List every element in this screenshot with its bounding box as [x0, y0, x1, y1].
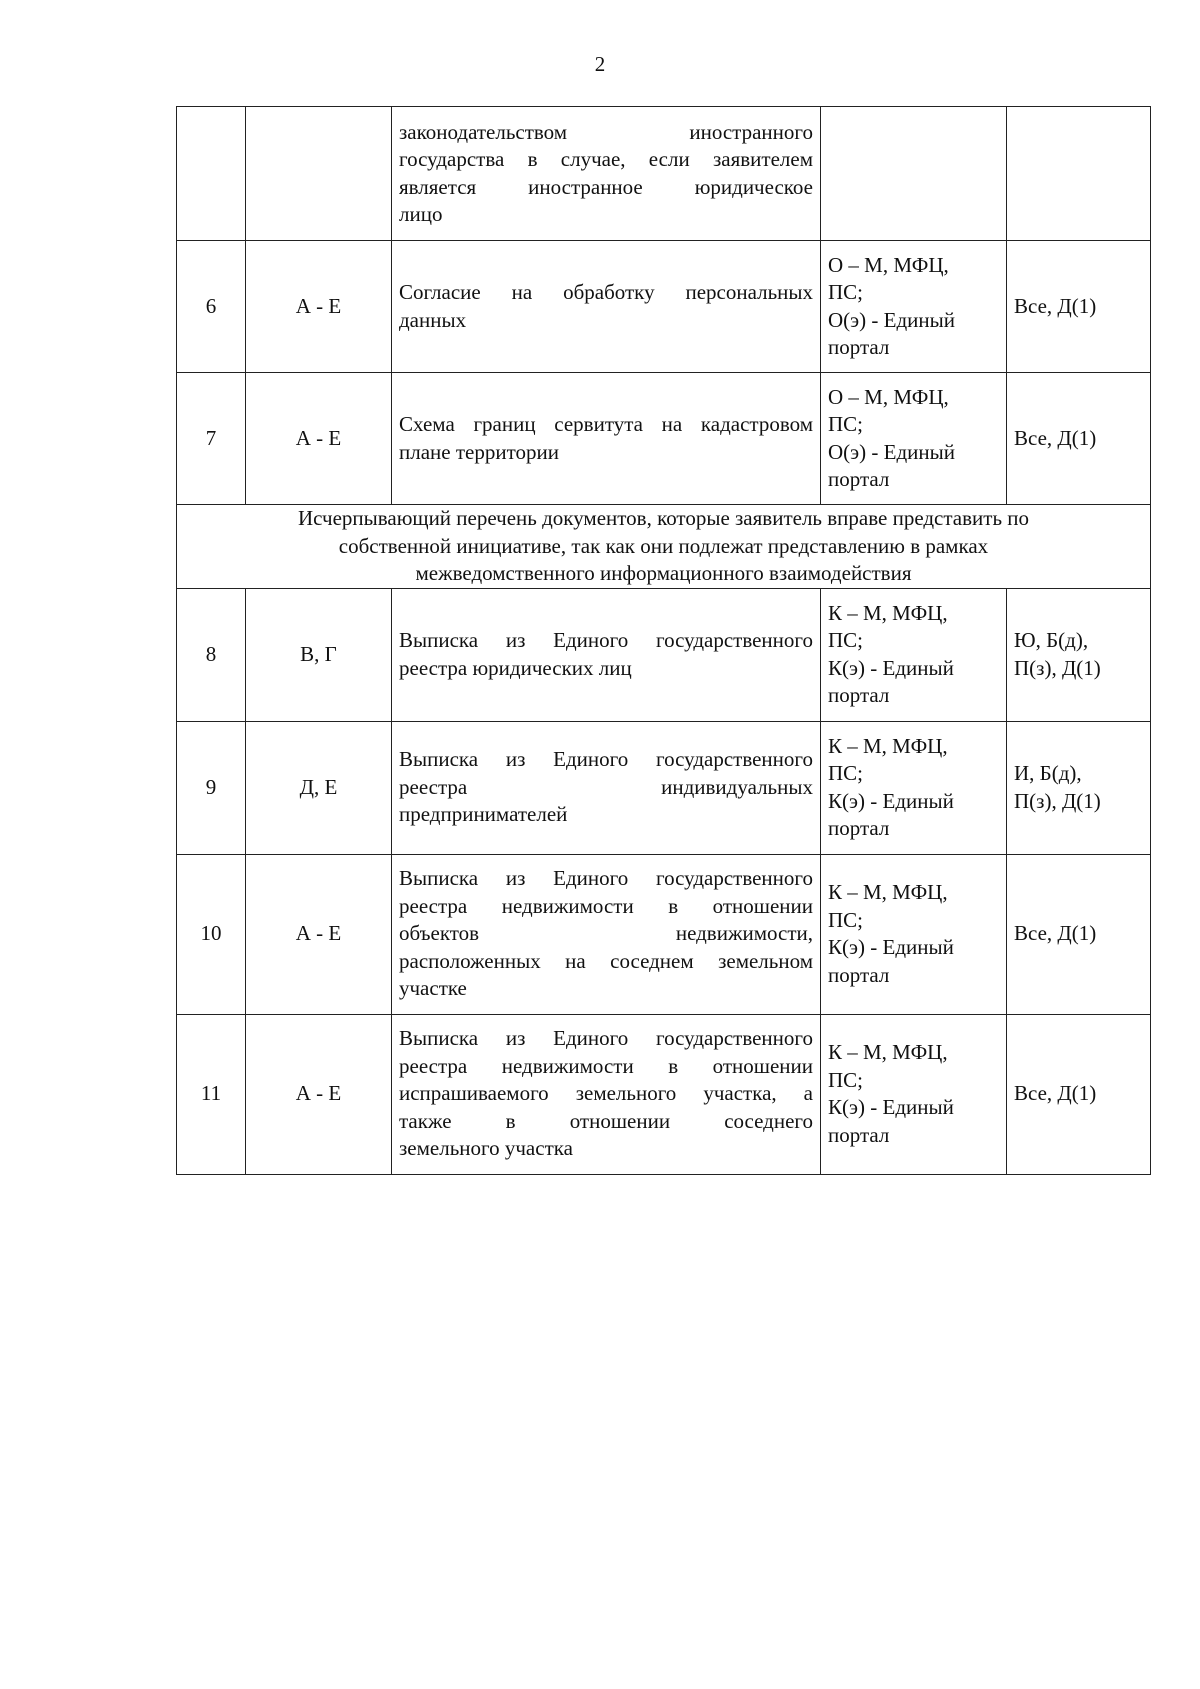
document-name-line: является иностранное юридическое — [399, 174, 813, 199]
applicability-cell — [1007, 107, 1151, 241]
submission-form-line: портал — [828, 683, 890, 707]
document-name-line: плане территории — [399, 439, 559, 464]
document-name-cell — [392, 854, 821, 1014]
document-name-line: Выписка из Единого государственного — [399, 628, 813, 652]
document-name-line: объектов недвижимости, — [399, 921, 813, 946]
table-row — [177, 241, 1151, 373]
document-name-cell — [392, 373, 821, 505]
applicability-line: Все, Д(1) — [1014, 425, 1097, 450]
document-name-line: также в отношении соседнего — [399, 1108, 813, 1133]
submission-form-cell — [821, 854, 1007, 1014]
submission-form-line: ПС; — [828, 280, 864, 304]
document-name-line: Согласие на обработку персональных — [399, 280, 813, 304]
section-header-line: Исчерпывающий перечень документов, которые заявитель вправе представить по — [297, 506, 1030, 530]
document-name-line: Выписка из Единого государственного — [399, 866, 813, 891]
submission-form-line: ПС; — [828, 628, 864, 652]
document-name-line: предпринимателей — [399, 802, 568, 827]
submission-form-line: К – М, МФЦ, — [828, 1040, 948, 1064]
submission-form-line: О(э) - Единый — [828, 307, 955, 332]
applicability-line: Все, Д(1) — [1014, 1081, 1097, 1106]
document-name-cell — [392, 241, 821, 373]
submission-form-cell — [821, 241, 1007, 373]
row-number-cell: 10 — [177, 854, 246, 1014]
applicant-category-cell: В, Г — [246, 588, 392, 721]
document-name-cell — [392, 1014, 821, 1174]
applicability-cell — [1007, 1014, 1151, 1174]
submission-form-line: ПС; — [828, 1067, 864, 1092]
table-body-bottom — [177, 588, 1151, 1174]
document-name-line: Выписка из Единого государственного — [399, 1026, 813, 1051]
submission-form-line: портал — [828, 962, 890, 987]
submission-form-line: портал — [828, 816, 890, 840]
applicant-category-cell: Д, Е — [246, 721, 392, 854]
document-name-line: данных — [399, 307, 467, 332]
submission-form-line: К(э) - Единый — [828, 788, 954, 813]
applicability-line: Все, Д(1) — [1014, 921, 1097, 946]
section-header-line: межведомственного информационного взаимодействия — [415, 561, 912, 585]
table-row — [177, 721, 1151, 854]
submission-form-line: О – М, МФЦ, — [828, 252, 949, 277]
document-name-line: реестра недвижимости в отношении — [399, 1053, 813, 1078]
document-name-line: участке — [399, 976, 467, 1001]
table-row — [177, 373, 1151, 505]
document-name-line: земельного участка — [399, 1136, 573, 1161]
document-name-cell — [392, 721, 821, 854]
applicant-category-cell: А - Е — [246, 241, 392, 373]
document-name-line: реестра индивидуальных — [399, 774, 813, 799]
applicability-line: И, Б(д), — [1014, 761, 1082, 785]
applicability-line: П(з), Д(1) — [1014, 788, 1101, 813]
row-number-cell — [177, 107, 246, 241]
submission-form-line: К(э) - Единый — [828, 935, 954, 959]
applicant-category-cell: А - Е — [246, 854, 392, 1014]
row-number-cell: 9 — [177, 721, 246, 854]
document-name-line: законодательством иностранного — [399, 119, 813, 144]
table-row — [177, 107, 1151, 241]
section-header-body — [177, 505, 1151, 589]
document-name-cell — [392, 107, 821, 241]
submission-form-cell — [821, 373, 1007, 505]
applicability-cell — [1007, 588, 1151, 721]
document-name-line: испрашиваемого земельного участка, а — [399, 1081, 813, 1106]
applicability-line: П(з), Д(1) — [1014, 655, 1101, 680]
table-body-top — [177, 107, 1151, 505]
table-row — [177, 588, 1151, 721]
applicability-cell — [1007, 373, 1151, 505]
applicability-cell — [1007, 241, 1151, 373]
applicability-line: Все, Д(1) — [1014, 293, 1097, 318]
submission-form-cell — [821, 721, 1007, 854]
submission-form-line: портал — [828, 1122, 890, 1147]
submission-form-line: О(э) - Единый — [828, 439, 955, 464]
submission-form-cell — [821, 107, 1007, 241]
section-header-line: собственной инициативе, так как они подлежат представлению в рамках — [338, 533, 989, 558]
submission-form-line: К(э) - Единый — [828, 655, 954, 680]
document-name-cell — [392, 588, 821, 721]
table-row — [177, 1014, 1151, 1174]
table-row — [177, 854, 1151, 1014]
document-name-line: лицо — [399, 202, 443, 226]
submission-form-line: портал — [828, 335, 890, 359]
submission-form-line: О – М, МФЦ, — [828, 384, 949, 409]
section-header-cell — [177, 505, 1151, 589]
submission-form-cell — [821, 1014, 1007, 1174]
document-name-line: государства в случае, если заявителем — [399, 147, 813, 171]
document-name-line: Выписка из Единого государственного — [399, 747, 813, 772]
section-header-row — [177, 505, 1151, 589]
document-name-line: реестра недвижимости в отношении — [399, 893, 813, 918]
page-number: 2 — [594, 52, 606, 76]
applicability-line: Ю, Б(д), — [1014, 628, 1089, 652]
applicant-category-cell: А - Е — [246, 1014, 392, 1174]
applicant-category-cell — [246, 107, 392, 241]
document-name-line: реестра юридических лиц — [399, 655, 632, 680]
document-name-line: Схема границ сервитута на кадастровом — [399, 412, 813, 436]
row-number-cell: 11 — [177, 1014, 246, 1174]
document-name-line: расположенных на соседнем земельном — [399, 948, 813, 973]
submission-form-line: К – М, МФЦ, — [828, 600, 948, 625]
submission-form-line: К – М, МФЦ, — [828, 733, 948, 758]
row-number-cell: 6 — [177, 241, 246, 373]
applicability-cell — [1007, 721, 1151, 854]
submission-form-line: ПС; — [828, 907, 864, 932]
submission-form-cell — [821, 588, 1007, 721]
row-number-cell: 8 — [177, 588, 246, 721]
submission-form-line: ПС; — [828, 761, 864, 785]
submission-form-line: портал — [828, 467, 890, 491]
applicant-category-cell: А - Е — [246, 373, 392, 505]
submission-form-line: К(э) - Единый — [828, 1095, 954, 1119]
row-number-cell: 7 — [177, 373, 246, 505]
documents-table — [176, 106, 1151, 1175]
submission-form-line: К – М, МФЦ, — [828, 880, 948, 904]
submission-form-line: ПС; — [828, 412, 864, 436]
applicability-cell — [1007, 854, 1151, 1014]
